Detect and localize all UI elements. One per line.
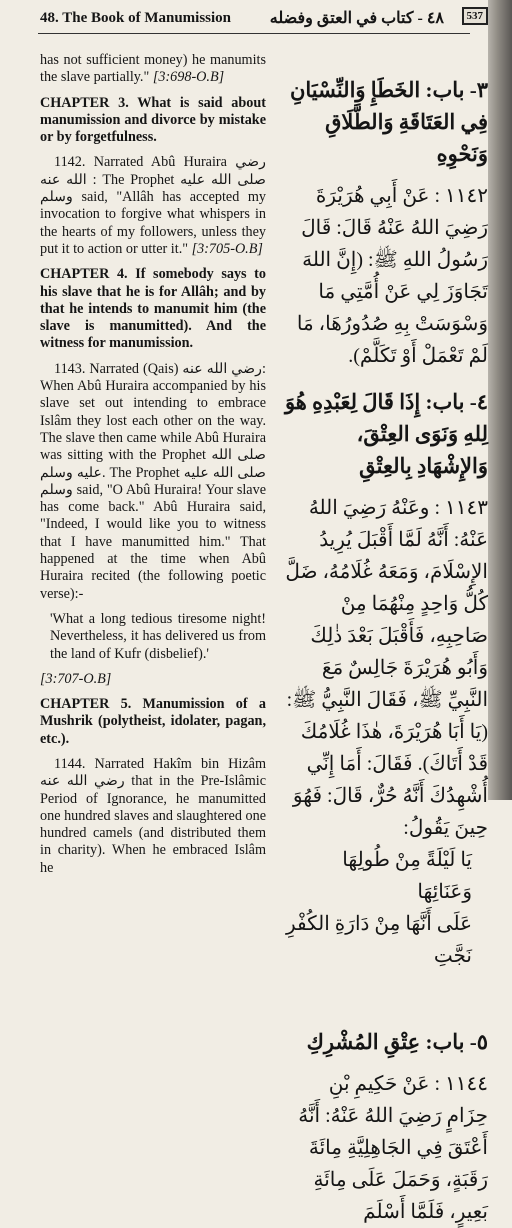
header-arabic-title: ٤٨ - كتاب في العتق وفضله — [269, 10, 444, 27]
reference: [3:705-O.B] — [191, 240, 263, 257]
hadith-1144: 1144. Narrated Hakîm bin Hizâm رضي الله عنه that in the Pre-Islâmic Period of Ignorance, he manumitted one hundred slaves and slaughtered one hundred camels (and distributed them in charity). When he embraced Islâm he — [40, 755, 266, 876]
spacer — [284, 972, 488, 1012]
chapter-5-heading: CHAPTER 5. Manumission of a Mushrik (polytheist, idolater, pagan, etc.). — [40, 696, 266, 747]
header-book-title: 48. The Book of Manumission — [40, 10, 232, 26]
english-column — [40, 52, 266, 877]
poetic-verse: 'What a long tedious tiresome night! Nevertheless, it has delivered us from the land of Kufr (disbelief).' — [50, 610, 266, 662]
arabic-chapter-5-heading: ٥- باب: عِتْقِ المُشْرِكِ — [306, 1030, 488, 1054]
header-divider — [38, 33, 470, 34]
hadith-1143: 1143. Narrated (Qais) رضي الله عنه: When Abû Huraira accompanied by his slave set out intending to embrace Islâm they lost each other on the way. The slave then came while Abû Huraira was sitting with the Prophet صلى الله عليه وسلم. The Prophet صلى الله عليه وسلم said, "O Abû Huraira! Your slave has come back." Abû Huraira said, "Indeed, I would like you to witness that I have manumitted him." That happened at the time when Abû Huraira recited (the following poetic verse):- — [40, 360, 266, 602]
arabic-poem-line-2: عَلَى أَنَّهَا مِنْ دَارَةِ الكُفْرِ نَجَّتِ — [285, 913, 472, 967]
hadith-1142-text: 1142. Narrated Abû Huraira رضي الله عنه : The Prophet صلى الله عليه وسلم said, "Allâh has accepted my invocation to forgive what whispers in the hearts of my followers, unless they put it to action or utter it." — [40, 154, 267, 257]
arabic-hadith-1144: ١١٤٤ : عَنْ حَكِيمِ بْنِ حِزَامٍ رَضِيَ اللهُ عَنْهُ: أَنَّهُ أَعْتَقَ فِي الجَاهِلِيَّةِ مِائَةَ رَقَبَةٍ، وَحَمَلَ عَلَى مِائَةِ بَعِيرٍ، فَلَمَّا أَسْلَمَ — [298, 1073, 488, 1223]
page-header — [0, 0, 490, 38]
arabic-hadith-1142: ١١٤٢ : عَنْ أَبِي هُرَيْرَةَ رَضِيَ اللهُ عَنْهُ قَالَ: قَالَ رَسُولُ اللهِ ﷺ: (إِنَّ اللهَ تَجَاوَزَ لِي عَنْ أُمَّتِي مَا وَسْوَسَتْ بِهِ صُدُورُهَا، مَا لَمْ تَعْمَلْ أَوْ تَكَلَّمْ). — [296, 185, 488, 367]
english-paragraph-continued — [40, 52, 266, 87]
reference: [3:698-O.B] — [152, 69, 225, 86]
arabic-column — [284, 60, 488, 1228]
page-edge-shadow — [488, 0, 512, 800]
chapter-3-heading: CHAPTER 3. What is said about manumission and divorce by mistake or by forgetfulness. — [40, 94, 266, 146]
reference: [3:707-O.B] — [40, 670, 112, 687]
hadith-1142 — [40, 154, 266, 258]
arabic-chapter-3-heading: ٣- باب: الخَطَإِ وَالنِّسْيَانِ فِي العَتَاقَةِ وَالطَّلَاقِ وَنَحْوِهِ — [289, 78, 488, 166]
arabic-poem-line-1: يَا لَيْلَةً مِنْ طُولِهَا وَعَنَائِهَا — [342, 849, 472, 903]
chapter-4-heading: CHAPTER 4. If somebody says to his slave that he is for Allâh; and by that he intends to manumit him (the slave is manumitted). And the witness for manumission. — [40, 266, 266, 352]
page-number: 537 — [462, 7, 489, 25]
english-p1-text: has not sufficient money) he manumits the slave partially." — [40, 52, 266, 86]
arabic-chapter-4-heading: ٤- باب: إِذَا قَالَ لِعَبْدِهِ هُوَ لِلهِ وَنَوَى العِتْقَ، وَالإِشْهَادِ بِالعِتْقِ — [284, 390, 488, 478]
arabic-hadith-1143: ١١٤٣ : وعَنْهُ رَضِيَ اللهُ عَنْهُ: أَنَّهُ لَمَّا أَقْبَلَ يُرِيدُ الإِسْلَامَ، وَمَعَهُ غُلَامُهُ، ضَلَّ كُلُّ وَاحِدٍ مِنْهُمَا مِنْ صَاحِبِهِ، فَأَقْبَلَ بَعْدَ ذٰلِكَ وَأَبُو هُرَيْرَةَ جَالِسٌ مَعَ النَّبِيِّ ﷺ، فَقَالَ النَّبِيُّ ﷺ: (يَا أَبَا هُرَيْرَةَ، هٰذَا غُلَامُكَ قَدْ أَتَاكَ). فَقَالَ: أَمَا إِنِّي أُشْهِدُكَ أَنَّهُ حُرٌّ، قَالَ: فَهُوَ حِينَ يَقُولُ: — [285, 497, 488, 839]
